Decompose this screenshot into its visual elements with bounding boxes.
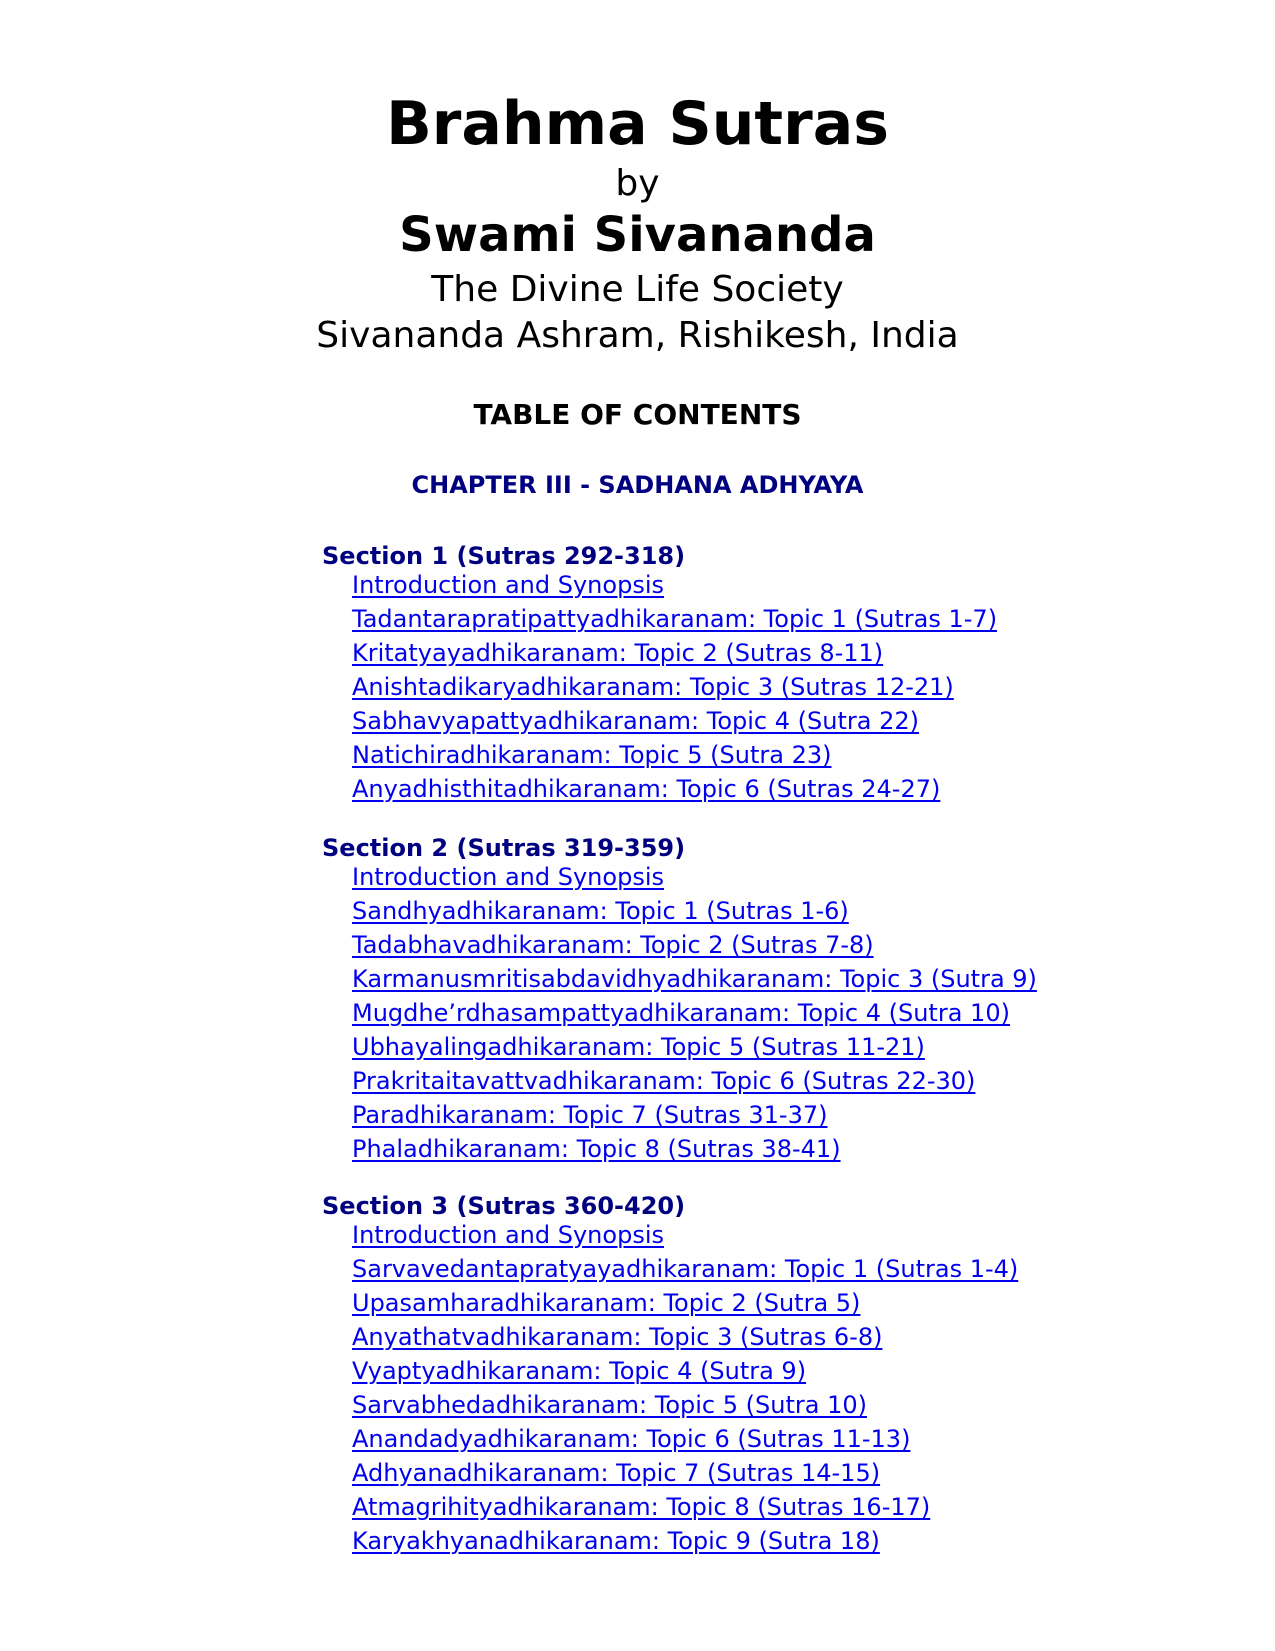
list-item <box>352 602 997 636</box>
topic-link[interactable]: Introduction and Synopsis <box>352 863 664 891</box>
topic-link[interactable]: Adhyanadhikaranam: Topic 7 (Sutras 14-15) <box>352 1459 881 1487</box>
topic-link[interactable]: Sarvabhedadhikaranam: Topic 5 (Sutra 10) <box>352 1391 867 1419</box>
topic-link[interactable]: Sarvavedantapratyayadhikaranam: Topic 1 (Sutras 1-4) <box>352 1255 1019 1283</box>
list-item <box>352 1132 1037 1166</box>
list-item <box>352 1524 1018 1558</box>
topic-link[interactable]: Karyakhyanadhikaranam: Topic 9 (Sutra 18) <box>352 1527 880 1555</box>
list-item <box>352 1456 1018 1490</box>
topic-link[interactable]: Prakritaitavattvadhikaranam: Topic 6 (Sutras 22-30) <box>352 1067 976 1095</box>
list-item <box>352 928 1037 962</box>
list-item <box>352 1490 1018 1524</box>
list-item <box>352 670 997 704</box>
topic-link[interactable]: Tadantarapratipattyadhikaranam: Topic 1 (Sutras 1-7) <box>352 605 998 633</box>
list-item <box>352 894 1037 928</box>
topic-link[interactable]: Natichiradhikaranam: Topic 5 (Sutra 23) <box>352 741 832 769</box>
topic-link[interactable]: Introduction and Synopsis <box>352 1221 664 1249</box>
list-item <box>352 1422 1018 1456</box>
section-heading: Section 3 (Sutras 360-420) <box>322 1192 686 1220</box>
topic-link[interactable]: Sandhyadhikaranam: Topic 1 (Sutras 1-6) <box>352 897 849 925</box>
topic-link[interactable]: Upasamharadhikaranam: Topic 2 (Sutra 5) <box>352 1289 861 1317</box>
list-item <box>352 738 997 772</box>
list-item <box>352 962 1037 996</box>
topic-link[interactable]: Anandadyadhikaranam: Topic 6 (Sutras 11-13) <box>352 1425 911 1453</box>
topic-link[interactable]: Anyathatvadhikaranam: Topic 3 (Sutras 6-8) <box>352 1323 883 1351</box>
topic-list <box>352 860 1037 1166</box>
topic-link[interactable]: Mugdhe’rdhasampattyadhikaranam: Topic 4 (Sutra 10) <box>352 999 1010 1027</box>
list-item <box>352 1354 1018 1388</box>
section-heading: Section 1 (Sutras 292-318) <box>322 542 686 570</box>
list-item <box>352 996 1037 1030</box>
topic-link[interactable]: Karmanusmritisabdavidhyadhikaranam: Topic 3 (Sutra 9) <box>352 965 1037 993</box>
topic-link[interactable]: Phaladhikaranam: Topic 8 (Sutras 38-41) <box>352 1135 841 1163</box>
list-item <box>352 860 1037 894</box>
topic-link[interactable]: Vyaptyadhikaranam: Topic 4 (Sutra 9) <box>352 1357 807 1385</box>
by-line: by <box>615 163 660 204</box>
list-item <box>352 772 997 806</box>
topic-list <box>352 1218 1018 1558</box>
list-item <box>352 636 997 670</box>
topic-link[interactable]: Introduction and Synopsis <box>352 571 664 599</box>
list-item <box>352 1388 1018 1422</box>
topic-list <box>352 568 997 806</box>
publisher-location: Sivananda Ashram, Rishikesh, India <box>316 315 959 356</box>
publisher-organization: The Divine Life Society <box>431 269 844 310</box>
topic-link[interactable]: Paradhikaranam: Topic 7 (Sutras 31-37) <box>352 1101 828 1129</box>
toc-heading: TABLE OF CONTENTS <box>473 398 802 431</box>
topic-link[interactable]: Tadabhavadhikaranam: Topic 2 (Sutras 7-8) <box>352 931 874 959</box>
author-name: Swami Sivananda <box>399 207 876 263</box>
section-heading: Section 2 (Sutras 319-359) <box>322 834 686 862</box>
topic-link[interactable]: Atmagrihityadhikaranam: Topic 8 (Sutras 16-17) <box>352 1493 931 1521</box>
topic-link[interactable]: Kritatyayadhikaranam: Topic 2 (Sutras 8-11) <box>352 639 884 667</box>
topic-link[interactable]: Sabhavyapattyadhikaranam: Topic 4 (Sutra 22) <box>352 707 919 735</box>
topic-link[interactable]: Anishtadikaryadhikaranam: Topic 3 (Sutras 12-21) <box>352 673 954 701</box>
list-item <box>352 1286 1018 1320</box>
list-item <box>352 1098 1037 1132</box>
chapter-heading: CHAPTER III - SADHANA ADHYAYA <box>411 471 864 499</box>
book-title: Brahma Sutras <box>386 89 889 159</box>
topic-link[interactable]: Ubhayalingadhikaranam: Topic 5 (Sutras 11-21) <box>352 1033 925 1061</box>
list-item <box>352 704 997 738</box>
list-item <box>352 568 997 602</box>
topic-link[interactable]: Anyadhisthitadhikaranam: Topic 6 (Sutras 24-27) <box>352 775 941 803</box>
list-item <box>352 1252 1018 1286</box>
list-item <box>352 1218 1018 1252</box>
list-item <box>352 1064 1037 1098</box>
list-item <box>352 1030 1037 1064</box>
list-item <box>352 1320 1018 1354</box>
